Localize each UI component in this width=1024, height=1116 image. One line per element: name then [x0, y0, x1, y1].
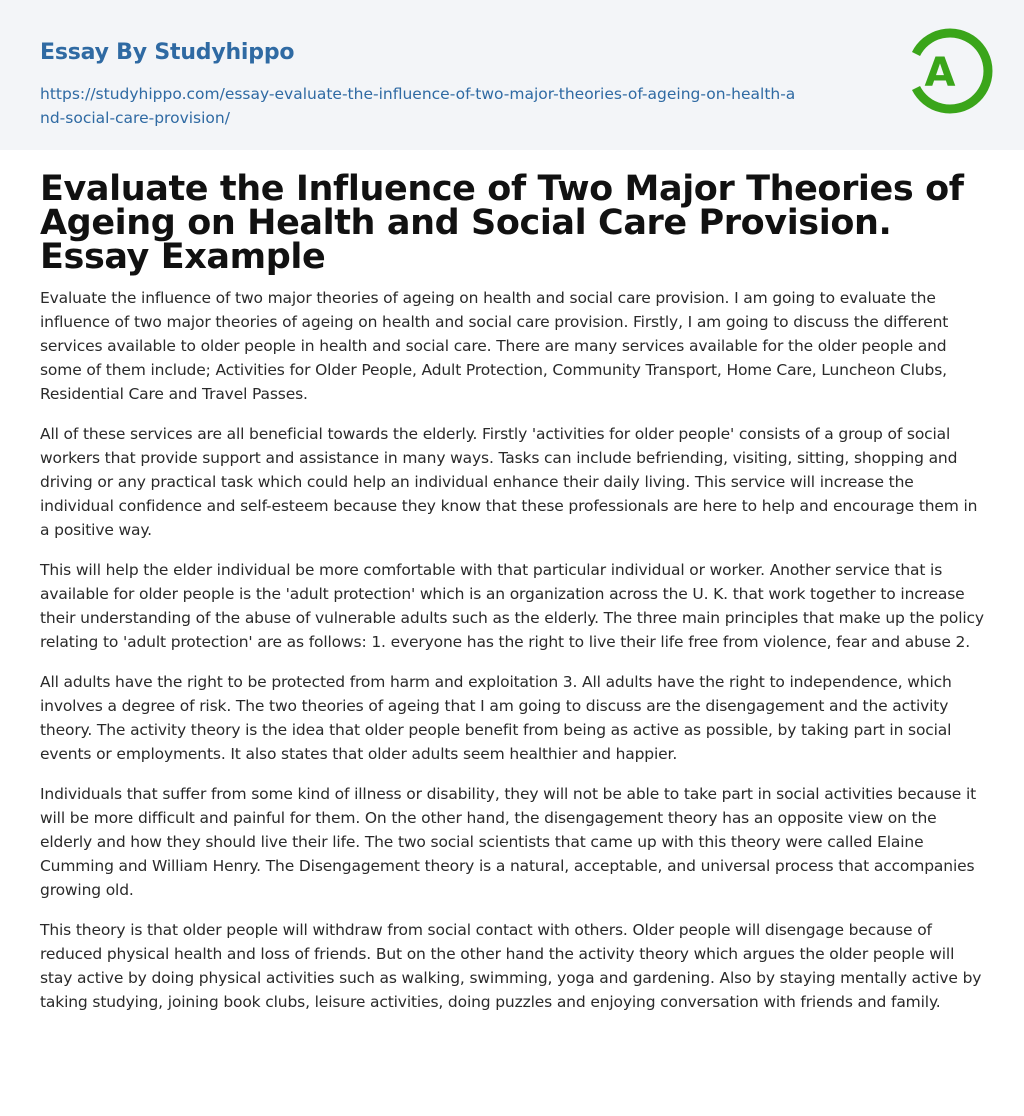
article-paragraph: Evaluate the influence of two major theories of ageing on health and social care provision. I am going to evaluate the influence of two major theories of ageing on health and social care provision. Firstly, I am going to discuss the different services available to older people in health and social care. There are many services available for the older people and some of them include; Activities for Older People, Adult Protection, Community Transport, Home Care, Luncheon Clubs, Residential Care and Travel Passes.	[40, 289, 949, 403]
logo-ring-icon	[904, 26, 994, 118]
article-paragraph: All adults have the right to be protected from harm and exploitation 3. All adults have the right to independence, which involves a degree of risk. The two theories of ageing that I am going to discuss are the disengagement and the activity theory. The activity theory is the idea that older people benefit from being as active as possible, by taking part in social events or employments. It also states that older adults seem healthier and happier.	[40, 673, 952, 763]
article-content	[0, 169, 1024, 1014]
article-title: Evaluate the Influence of Two Major Theories of Ageing on Health and Social Care Provision. Essay Example	[40, 169, 964, 277]
article-paragraph: This theory is that older people will withdraw from social contact with others. Older people will disengage because of reduced physical health and loss of friends. But on the other hand the activity theory which argues the older people will stay active by doing physical activities such as walking, swimming, yoga and gardening. Also by staying mentally active by taking studying, joining book clubs, leisure activities, doing puzzles and enjoying conversation with friends and family.	[40, 921, 982, 1011]
logo-letter: A	[924, 50, 956, 96]
site-header	[0, 0, 1024, 150]
article-paragraph: This will help the elder individual be more comfortable with that particular individual or worker. Another service that is available for older people is the 'adult protection' which is an organization across the U. K. that work together to increase their understanding of the abuse of vulnerable adults such as the elderly. The three main principles that make up the policy relating to 'adult protection' are as follows: 1. everyone has the right to live their life free from violence, fear and abuse 2.	[40, 561, 984, 651]
article-url-link[interactable]: https://studyhippo.com/essay-evaluate-the-influence-of-two-major-theories-of-ageing-on-health-and-social-care-provision/	[40, 85, 796, 127]
article-paragraph: Individuals that suffer from some kind of illness or disability, they will not be able to take part in social activities because it will be more difficult and painful for them. On the other hand, the disengagement theory has an opposite view on the elderly and how they should live their life. The two social scientists that came up with this theory were called Elaine Cumming and William Henry. The Disengagement theory is a natural, acceptable, and universal process that accompanies growing old.	[40, 785, 977, 899]
site-brand[interactable]: Essay By Studyhippo	[40, 40, 295, 65]
studyhippo-logo[interactable]	[904, 26, 994, 118]
article-paragraph: All of these services are all beneficial towards the elderly. Firstly 'activities for older people' consists of a group of social workers that provide support and assistance in many ways. Tasks can include befriending, visiting, sitting, shopping and driving or any practical task which could help an individual enhance their daily living. This service will increase the individual confidence and self-esteem because they know that these professionals are here to help and encourage them in a positive way.	[40, 425, 978, 539]
